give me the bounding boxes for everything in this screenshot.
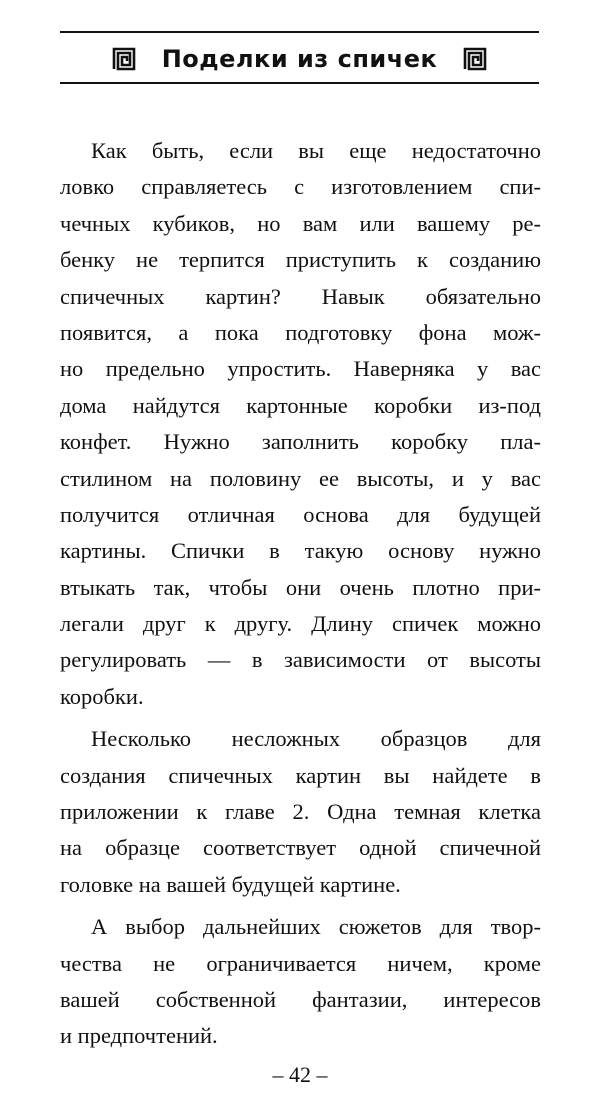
text-line: создания спичечных картин вы найдете в <box>60 762 541 788</box>
body-text <box>60 133 541 1061</box>
text-line: чества не ограничивается ничем, кроме <box>60 950 541 976</box>
text-line: головке на вашей будущей картине. <box>60 871 401 897</box>
greek-meander-icon <box>112 47 136 71</box>
text-line: на образце соответствует одной спичечной <box>60 835 541 861</box>
text-line: бенку не терпится приступить к созданию <box>60 247 541 273</box>
text-line: ловко справляетесь с изготовлением спи- <box>60 174 541 200</box>
text-line: дома найдутся картонные коробки из-под <box>60 392 541 418</box>
paragraph <box>60 133 541 715</box>
text-line: картины. Спички в такую основу нужно <box>60 538 541 564</box>
header-top-rule <box>60 31 539 33</box>
text-line: но предельно упростить. Наверняка у вас <box>60 356 541 382</box>
text-line: появится, а пока подготовку фона мож- <box>60 319 541 345</box>
text-line: легали друг к другу. Длину спичек можно <box>60 611 541 637</box>
text-line: конфет. Нужно заполнить коробку пла- <box>60 429 541 455</box>
text-line: приложении к главе 2. Одна темная клетка <box>60 799 541 825</box>
text-line: А выбор дальнейших сюжетов для твор- <box>91 914 541 940</box>
text-line: получится отличная основа для будущей <box>60 501 541 527</box>
text-line: Несколько несложных образцов для <box>91 726 541 752</box>
text-line: Как быть, если вы еще недостаточно <box>91 138 541 163</box>
text-line: чечных кубиков, но вам или вашему ре- <box>60 210 541 236</box>
header-title: Поделки из спичек <box>161 45 438 73</box>
text-line: стилином на половину ее высоты, и у вас <box>60 465 541 491</box>
text-line: втыкать так, чтобы они очень плотно при- <box>60 574 541 600</box>
paragraph <box>60 721 541 903</box>
paragraph <box>60 909 541 1055</box>
greek-meander-icon <box>463 47 487 71</box>
text-line: вашей собственной фантазии, интересов <box>60 986 541 1012</box>
text-line: регулировать — в зависимости от высоты <box>60 647 541 673</box>
page-number: – 42 – <box>272 1062 328 1087</box>
text-line: спичечных картин? Навык обязательно <box>60 283 541 309</box>
header-bottom-rule <box>60 82 539 84</box>
text-line: коробки. <box>60 683 144 709</box>
text-line: и предпочтений. <box>60 1023 218 1049</box>
running-header <box>60 40 539 78</box>
